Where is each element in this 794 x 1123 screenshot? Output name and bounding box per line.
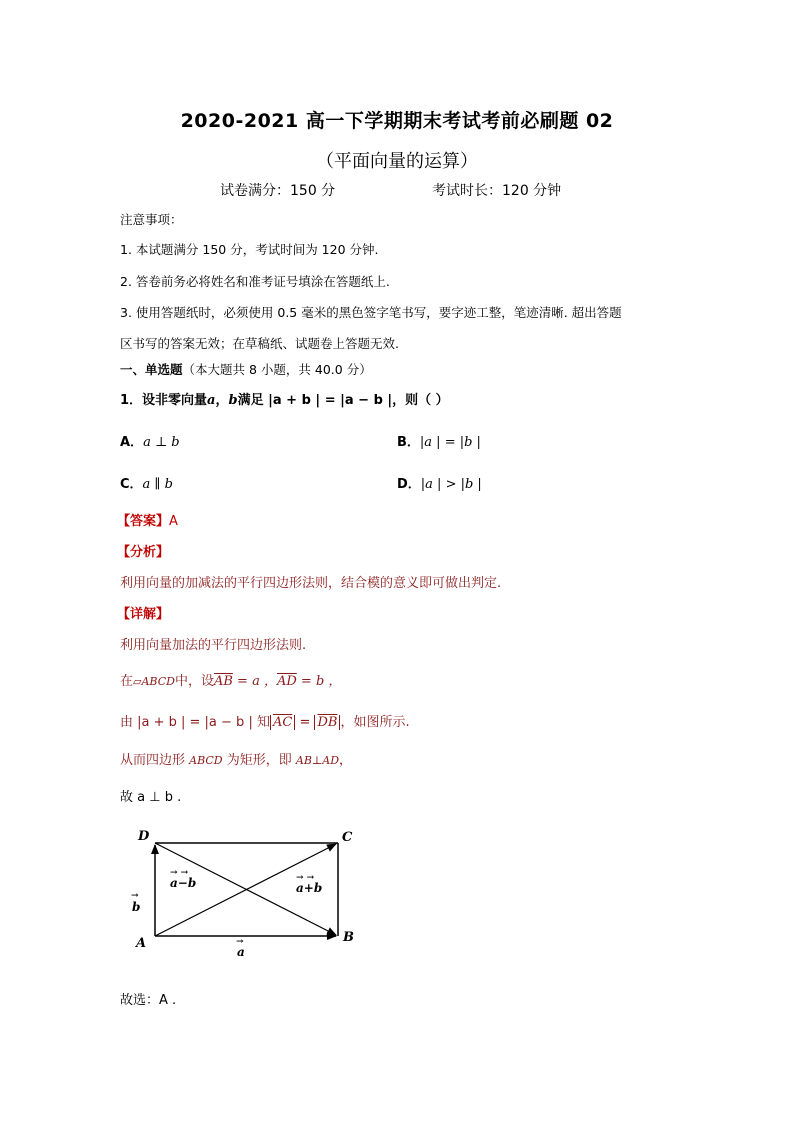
option-c-letter: C． bbox=[120, 477, 143, 492]
answer-value: A bbox=[169, 514, 178, 529]
analysis-label: 【分析】 bbox=[117, 545, 170, 560]
question-stem bbox=[120, 389, 449, 408]
page-title: 2020-2021 高一下学期期末考试考前必刷题 02 bbox=[180, 110, 614, 132]
full-score: 试卷满分：150 分 bbox=[220, 183, 336, 199]
detail-line-2-eq2: = b ， bbox=[296, 674, 342, 689]
detail-label: 【详解】 bbox=[117, 607, 170, 622]
label-sum: a+b bbox=[296, 881, 323, 895]
question-condition: 满足 |a + b | = |a − b |，则（ ） bbox=[237, 393, 449, 408]
label-a: A bbox=[136, 936, 147, 951]
detail-line-5: 故 a ⊥ b . bbox=[120, 790, 182, 805]
duration: 考试时长：120 分钟 bbox=[432, 183, 562, 199]
note-item-4: 区书写的答案无效；在草稿纸、试题卷上答题无效. bbox=[120, 336, 399, 351]
detail-line-3-prefix: 由 |a + b | = |a − b | 知 bbox=[120, 715, 270, 730]
vector-ab: $\overline{AB}$ bbox=[213, 674, 233, 689]
detail-line-3 bbox=[120, 711, 410, 730]
conclusion: 故选：A . bbox=[120, 993, 177, 1008]
label-b: B bbox=[343, 930, 354, 945]
analysis-text: 利用向量的加减法的平行四边形法则，结合模的意义即可做出判定. bbox=[120, 576, 502, 591]
label-c: C bbox=[342, 830, 353, 845]
label-vec-a: a bbox=[237, 945, 245, 959]
note-item-3: 3. 使用答题纸时，必须使用 0.5 毫米的黑色签字笔书写，要字迹工整，笔迹清晰. 超出答题 bbox=[120, 305, 622, 320]
label-diff: a−b bbox=[170, 876, 197, 890]
detail-line-2-mid: 中，设 bbox=[174, 674, 214, 689]
option-b[interactable] bbox=[397, 431, 481, 450]
option-c[interactable] bbox=[120, 473, 173, 492]
option-d[interactable] bbox=[397, 473, 482, 492]
option-b-expr: |a | = |b | bbox=[419, 435, 481, 450]
option-a-letter: A． bbox=[120, 435, 144, 450]
option-b-letter: B． bbox=[397, 435, 420, 450]
detail-line-4-prefix: 从而四边形 bbox=[120, 753, 190, 768]
detail-line-2 bbox=[120, 670, 341, 689]
arrow-vec-a: → bbox=[236, 937, 244, 947]
detail-line-1: 利用向量加法的平行四边形法则. bbox=[120, 638, 307, 653]
section-heading bbox=[120, 360, 372, 378]
vector-ad: $\overline{AD}$ bbox=[276, 674, 297, 689]
arrow-diff: → → bbox=[170, 868, 189, 878]
section-title: 一、单选题 bbox=[120, 362, 183, 377]
label-d: D bbox=[138, 829, 150, 844]
detail-line-4 bbox=[120, 749, 352, 768]
detail-line-4-end: ， bbox=[339, 753, 353, 768]
detail-line-4-mid: 为矩形，即 bbox=[222, 753, 296, 768]
rectangle-figure bbox=[128, 822, 368, 972]
quadrilateral-name: ABCD bbox=[189, 754, 223, 767]
arrow-vec-b: → bbox=[131, 891, 139, 901]
option-c-expr: a ∥ b bbox=[142, 477, 173, 492]
notes-heading: 注意事项： bbox=[120, 212, 183, 227]
vector-ac: $\overline{AC}$ bbox=[272, 715, 293, 730]
perpendicular-relation: AB⊥AD bbox=[295, 754, 340, 767]
option-d-expr: |a | > |b | bbox=[420, 477, 482, 492]
answer-line bbox=[117, 510, 178, 529]
option-d-letter: D． bbox=[397, 477, 421, 492]
option-a[interactable] bbox=[120, 431, 180, 450]
vector-a: a bbox=[207, 393, 216, 408]
detail-line-2-eq1: = a ， bbox=[232, 674, 277, 689]
question-prefix: 1．设非零向量 bbox=[120, 393, 208, 408]
note-item-1: 1. 本试题满分 150 分，考试时间为 120 分钟. bbox=[120, 242, 379, 257]
note-item-2: 2. 答卷前务必将姓名和准考证号填涂在答题纸上. bbox=[120, 274, 390, 289]
detail-line-3-eq: = bbox=[295, 715, 315, 730]
vector-b: b bbox=[228, 393, 238, 408]
label-vec-b: b bbox=[132, 900, 141, 914]
detail-line-2-prefix: 在 bbox=[120, 674, 134, 689]
vector-db: $\overline{DB}$ bbox=[317, 715, 338, 730]
arrow-sum: → → bbox=[296, 873, 315, 883]
parallelogram-name: ▱ABCD bbox=[133, 675, 175, 688]
section-detail: （本大题共 8 小题，共 40.0 分） bbox=[182, 362, 372, 377]
question-comma: ， bbox=[215, 393, 229, 408]
answer-label: 【答案】 bbox=[117, 514, 170, 529]
option-a-expr: a ⊥ b bbox=[143, 435, 180, 450]
detail-line-3-suffix: ，如图所示. bbox=[340, 715, 410, 730]
page-subtitle: （平面向量的运算） bbox=[316, 151, 478, 172]
